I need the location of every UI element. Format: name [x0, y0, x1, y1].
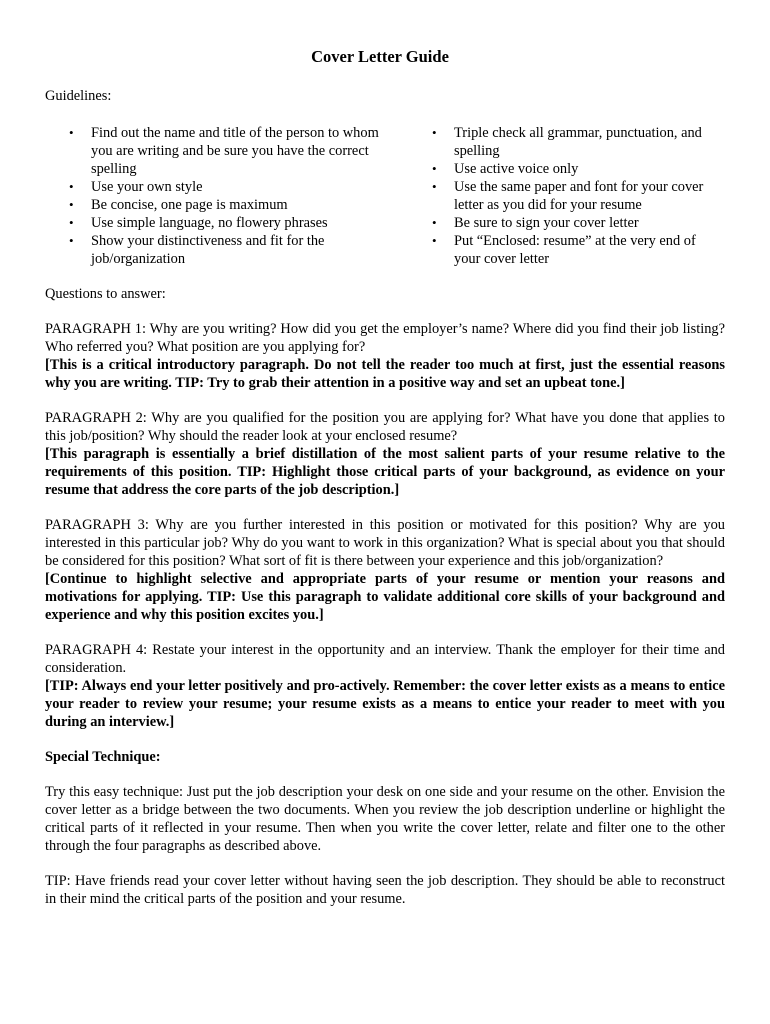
guidelines-label: Guidelines: [45, 88, 112, 104]
special-technique-heading: Special Technique: [45, 749, 161, 765]
guideline-item [432, 178, 722, 214]
guideline-text: Find out the name and title of the person to whom you are writing and be sure you have the correct spelling [91, 125, 379, 177]
guidelines-columns [45, 124, 725, 268]
special-technique-text: Try this easy technique: Just put the job description your desk on one side and your resume on the other. Envision the cover letter as a bridge between the two documents. When you review the job description underline or highlight the critical parts of it reflected in your resume. Then when you write the cover letter, relate and filter one to the other through the four paragraphs as described above. [45, 784, 725, 854]
document-page [45, 46, 725, 908]
paragraph-4-block [45, 641, 725, 731]
guideline-text: Use your own style [91, 179, 203, 195]
bullet-icon: • [69, 233, 74, 248]
guidelines-list-left [69, 124, 389, 268]
paragraph-2-question: PARAGRAPH 2: Why are you qualified for the position you are applying for? What have you done that applies to this job/position? Why should the reader look at your enclosed resume? [45, 410, 725, 444]
bullet-icon: • [432, 125, 437, 140]
guideline-item [432, 214, 722, 232]
paragraph-2-tip: [This paragraph is essentially a brief distillation of the most salient parts of your resume relative to the requirements of this position. TIP: Highlight those critical parts of your background, as evidence on your resume that address the core parts of the job description.] [45, 446, 725, 498]
page-title: Cover Letter Guide [311, 47, 449, 66]
guideline-text: Use active voice only [454, 161, 579, 177]
bullet-icon: • [432, 179, 437, 194]
bullet-icon: • [69, 179, 74, 194]
guideline-item [432, 124, 722, 160]
guideline-item [69, 124, 389, 178]
paragraph-2-block [45, 409, 725, 499]
paragraph-3-tip: [Continue to highlight selective and appropriate parts of your resume or mention your reasons and motivations for applying. TIP: Use this paragraph to validate additional core skills of your background and experience and why this position excites you.] [45, 571, 725, 623]
bullet-icon: • [432, 233, 437, 248]
guideline-text: Be sure to sign your cover letter [454, 215, 639, 231]
final-tip-text: TIP: Have friends read your cover letter without having seen the job description. They should be able to reconstruct in their mind the critical parts of the position and your resume. [45, 873, 725, 907]
guideline-text: Put “Enclosed: resume” at the very end of your cover letter [454, 233, 696, 267]
paragraph-1-tip: [This is a critical introductory paragraph. Do not tell the reader too much at first, just the essential reasons why you are writing. TIP: Try to grab their attention in a positive way and set an upbeat tone.] [45, 357, 725, 391]
guideline-text: Use simple language, no flowery phrases [91, 215, 328, 231]
bullet-icon: • [69, 197, 74, 212]
bullet-icon: • [69, 125, 74, 140]
bullet-icon: • [69, 215, 74, 230]
guideline-item [69, 214, 389, 232]
guidelines-list-right [432, 124, 722, 268]
paragraph-3-question: PARAGRAPH 3: Why are you further interested in this position or motivated for this position? Why are you interested in this particular job? Why do you want to work in this organization? What is special about you that should be considered for this position? What sort of fit is there between your experience and this job/organization? [45, 517, 725, 569]
bullet-icon: • [432, 161, 437, 176]
guideline-text: Be concise, one page is maximum [91, 197, 288, 213]
guideline-item [69, 178, 389, 196]
bullet-icon: • [432, 215, 437, 230]
paragraph-1-question: PARAGRAPH 1: Why are you writing? How did you get the employer’s name? Where did you find their job listing? Who referred you? What position are you applying for? [45, 321, 725, 355]
paragraph-4-question: PARAGRAPH 4: Restate your interest in the opportunity and an interview. Thank the employer for their time and consideration. [45, 642, 725, 676]
guideline-item [69, 196, 389, 214]
guideline-item [432, 160, 722, 178]
guideline-item [432, 232, 722, 268]
paragraph-4-tip: [TIP: Always end your letter positively and pro-actively. Remember: the cover letter exists as a means to entice your reader to review your resume; your resume exists as a means to entice your reader to meet with you during an interview.] [45, 678, 725, 730]
guideline-text: Use the same paper and font for your cover letter as you did for your resume [454, 179, 704, 213]
guideline-text: Triple check all grammar, punctuation, and spelling [454, 125, 702, 159]
paragraph-3-block [45, 516, 725, 624]
guideline-item [69, 232, 389, 268]
paragraph-1-block [45, 320, 725, 392]
questions-label: Questions to answer: [45, 286, 166, 302]
guideline-text: Show your distinctiveness and fit for the job/organization [91, 233, 325, 267]
